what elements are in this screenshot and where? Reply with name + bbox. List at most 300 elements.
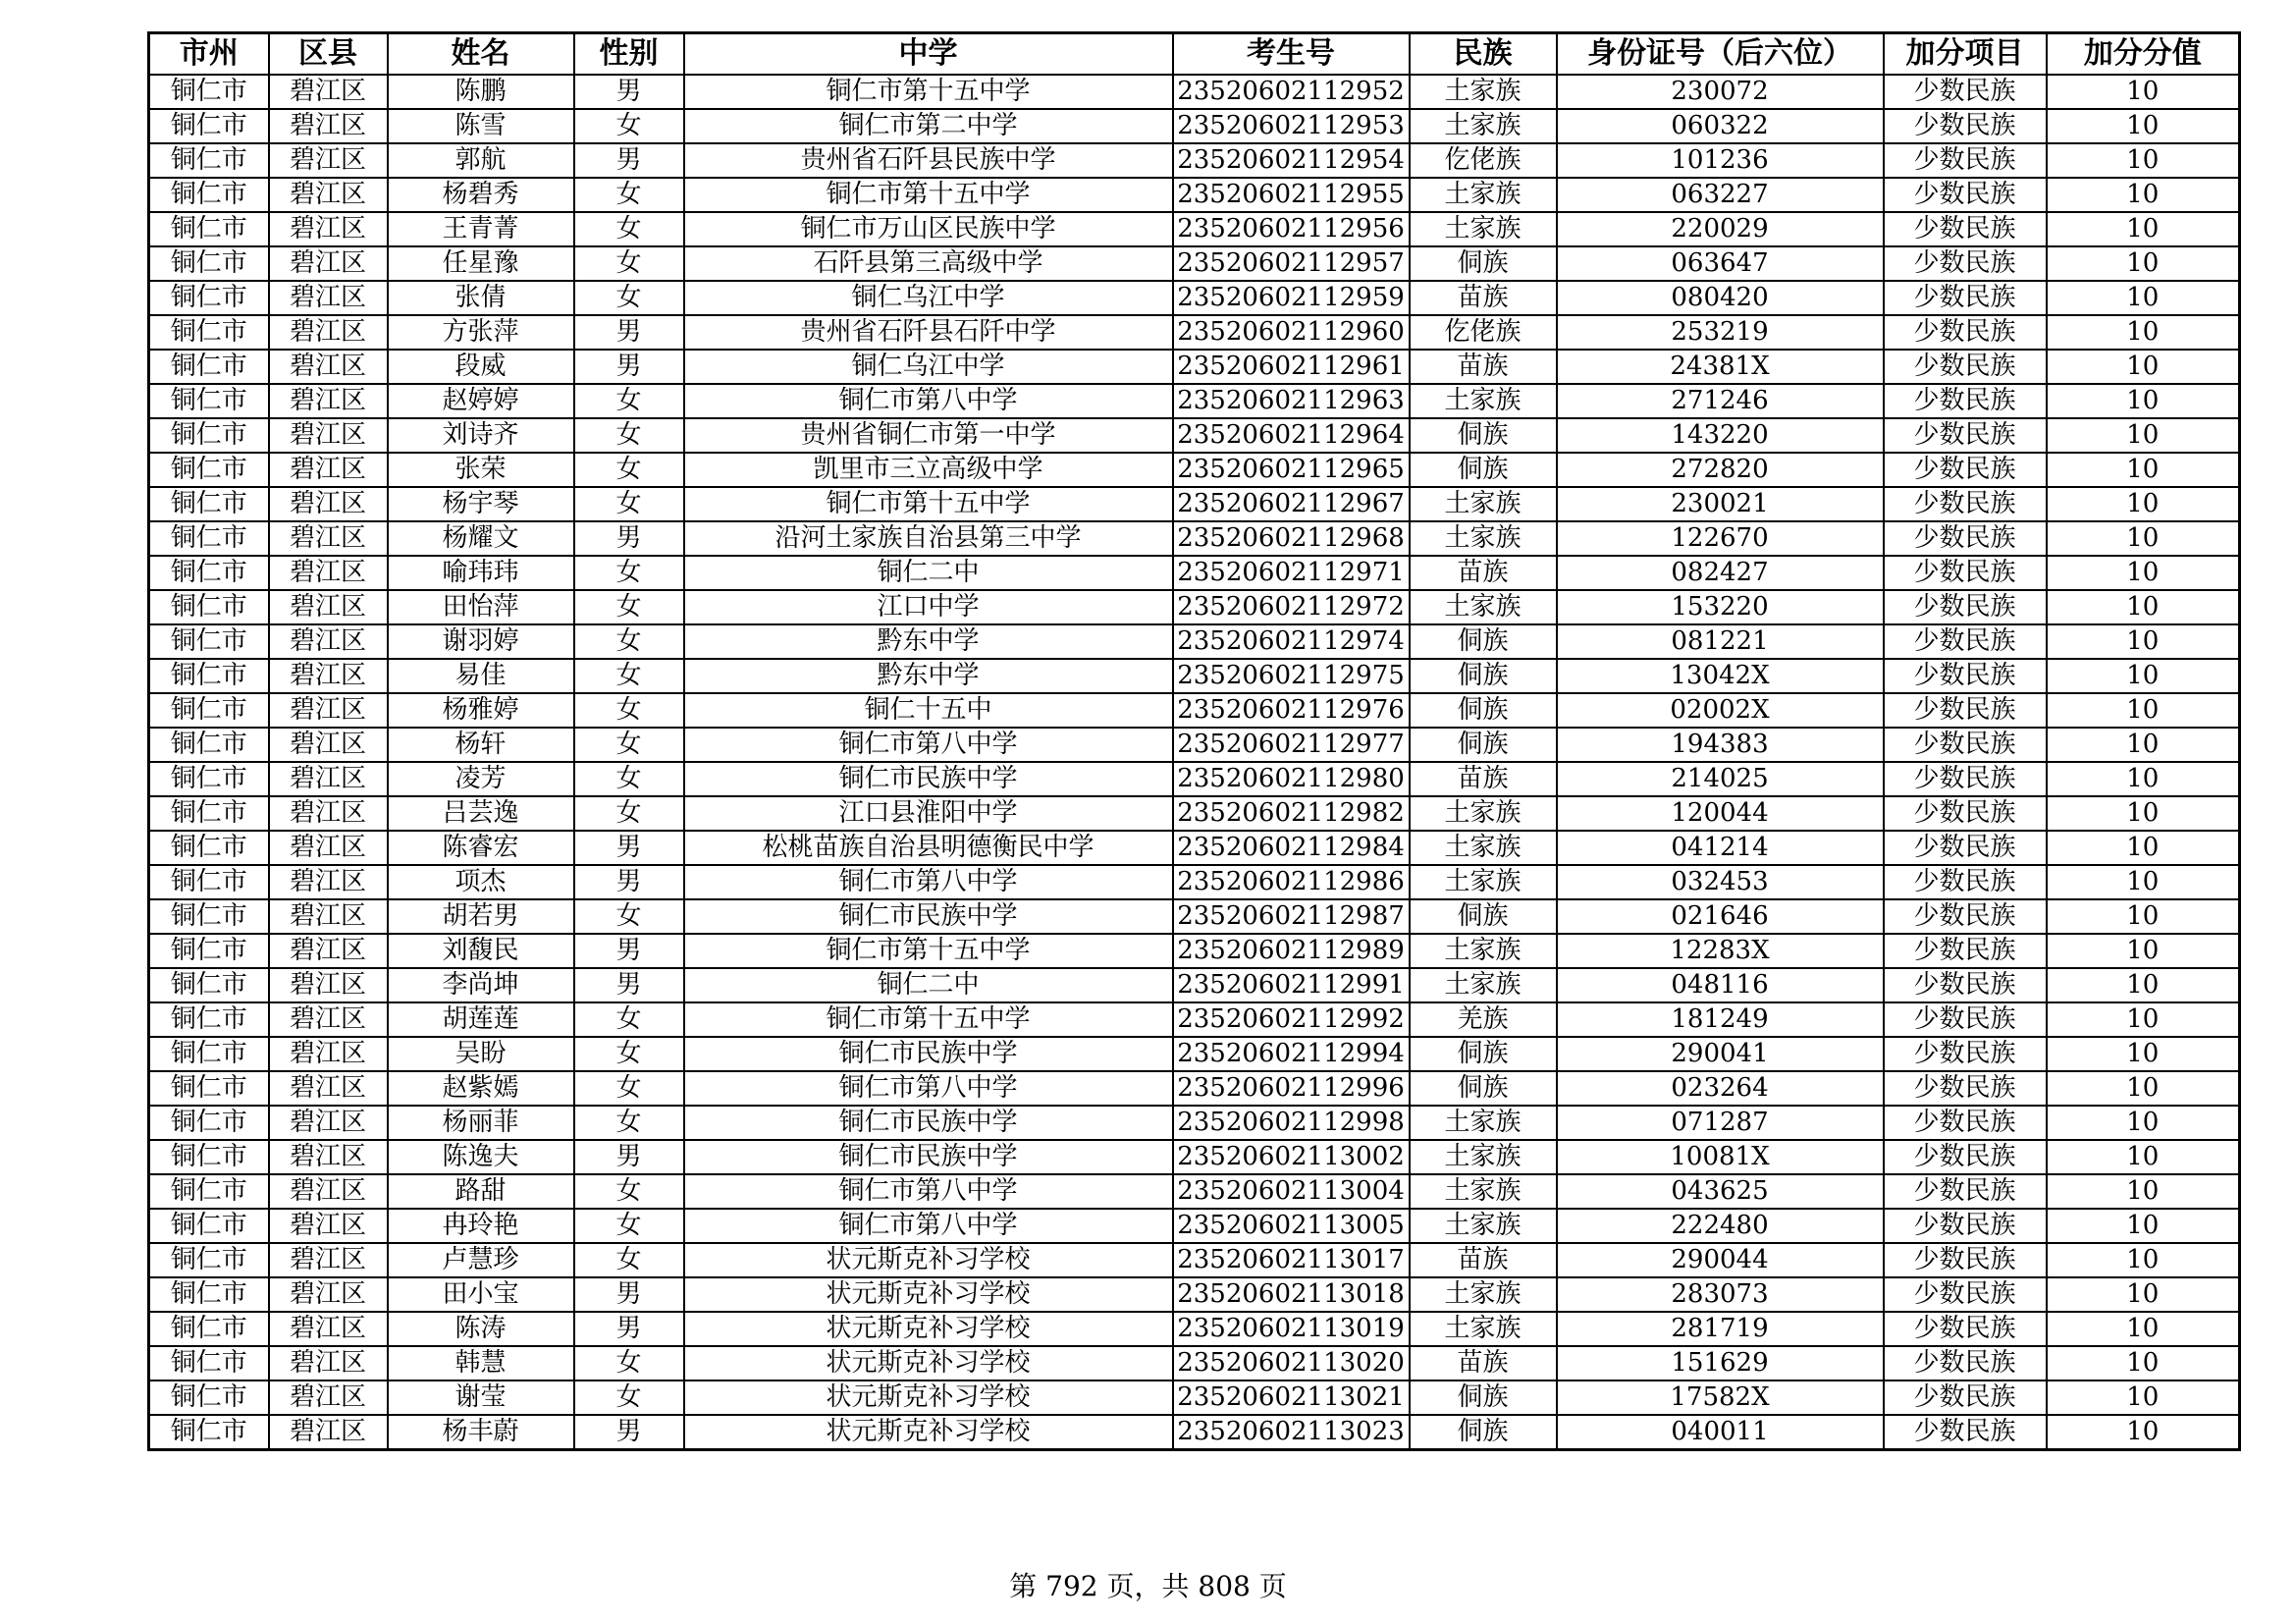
school-cell: 铜仁二中 bbox=[684, 556, 1173, 590]
city-cell: 铜仁市 bbox=[149, 831, 269, 865]
name-cell: 陈鹏 bbox=[388, 75, 574, 109]
gender-cell: 女 bbox=[574, 1071, 684, 1106]
ethnicity-cell: 土家族 bbox=[1410, 384, 1557, 418]
col-header-ethnicity: 民族 bbox=[1410, 33, 1557, 76]
bonus-item-cell: 少数民族 bbox=[1884, 762, 2047, 796]
gender-cell: 男 bbox=[574, 1140, 684, 1174]
school-cell: 状元斯克补习学校 bbox=[684, 1415, 1173, 1450]
header-row bbox=[149, 33, 2240, 76]
bonus-item-cell: 少数民族 bbox=[1884, 556, 2047, 590]
ethnicity-cell: 羌族 bbox=[1410, 1002, 1557, 1037]
district-cell: 碧江区 bbox=[269, 968, 388, 1002]
name-cell: 任星豫 bbox=[388, 246, 574, 281]
id-suffix-cell: 041214 bbox=[1557, 831, 1884, 865]
ethnicity-cell: 土家族 bbox=[1410, 1106, 1557, 1140]
school-cell: 状元斯克补习学校 bbox=[684, 1243, 1173, 1277]
table-row bbox=[149, 1243, 2240, 1277]
name-cell: 段威 bbox=[388, 350, 574, 384]
table-row bbox=[149, 693, 2240, 728]
district-cell: 碧江区 bbox=[269, 1037, 388, 1071]
district-cell: 碧江区 bbox=[269, 1380, 388, 1415]
school-cell: 铜仁市第二中学 bbox=[684, 109, 1173, 143]
bonus-value-cell: 10 bbox=[2047, 1277, 2240, 1312]
id-suffix-cell: 230021 bbox=[1557, 487, 1884, 521]
gender-cell: 女 bbox=[574, 1037, 684, 1071]
exam-id-cell: 23520602113020 bbox=[1173, 1346, 1410, 1380]
name-cell: 张荣 bbox=[388, 453, 574, 487]
exam-id-cell: 23520602112992 bbox=[1173, 1002, 1410, 1037]
name-cell: 刘馥民 bbox=[388, 934, 574, 968]
city-cell: 铜仁市 bbox=[149, 1002, 269, 1037]
id-suffix-cell: 253219 bbox=[1557, 315, 1884, 350]
name-cell: 韩慧 bbox=[388, 1346, 574, 1380]
table-row bbox=[149, 418, 2240, 453]
city-cell: 铜仁市 bbox=[149, 556, 269, 590]
id-suffix-cell: 063647 bbox=[1557, 246, 1884, 281]
exam-id-cell: 23520602112955 bbox=[1173, 178, 1410, 212]
bonus-value-cell: 10 bbox=[2047, 350, 2240, 384]
id-suffix-cell: 272820 bbox=[1557, 453, 1884, 487]
school-cell: 石阡县第三高级中学 bbox=[684, 246, 1173, 281]
bonus-item-cell: 少数民族 bbox=[1884, 590, 2047, 624]
gender-cell: 女 bbox=[574, 659, 684, 693]
bonus-value-cell: 10 bbox=[2047, 624, 2240, 659]
bonus-value-cell: 10 bbox=[2047, 831, 2240, 865]
id-suffix-cell: 222480 bbox=[1557, 1209, 1884, 1243]
name-cell: 吕芸逸 bbox=[388, 796, 574, 831]
id-suffix-cell: 060322 bbox=[1557, 109, 1884, 143]
school-cell: 铜仁市民族中学 bbox=[684, 1140, 1173, 1174]
id-suffix-cell: 063227 bbox=[1557, 178, 1884, 212]
bonus-value-cell: 10 bbox=[2047, 453, 2240, 487]
school-cell: 铜仁市第八中学 bbox=[684, 865, 1173, 899]
bonus-value-cell: 10 bbox=[2047, 1209, 2240, 1243]
bonus-item-cell: 少数民族 bbox=[1884, 418, 2047, 453]
district-cell: 碧江区 bbox=[269, 693, 388, 728]
district-cell: 碧江区 bbox=[269, 143, 388, 178]
bonus-value-cell: 10 bbox=[2047, 865, 2240, 899]
ethnicity-cell: 仡佬族 bbox=[1410, 315, 1557, 350]
bonus-item-cell: 少数民族 bbox=[1884, 143, 2047, 178]
bonus-item-cell: 少数民族 bbox=[1884, 831, 2047, 865]
district-cell: 碧江区 bbox=[269, 75, 388, 109]
ethnicity-cell: 苗族 bbox=[1410, 1346, 1557, 1380]
exam-id-cell: 23520602112956 bbox=[1173, 212, 1410, 246]
school-cell: 铜仁市万山区民族中学 bbox=[684, 212, 1173, 246]
gender-cell: 男 bbox=[574, 968, 684, 1002]
col-header-id-suffix: 身份证号（后六位） bbox=[1557, 33, 1884, 76]
district-cell: 碧江区 bbox=[269, 1243, 388, 1277]
name-cell: 杨轩 bbox=[388, 728, 574, 762]
name-cell: 王青菁 bbox=[388, 212, 574, 246]
bonus-value-cell: 10 bbox=[2047, 1346, 2240, 1380]
district-cell: 碧江区 bbox=[269, 212, 388, 246]
bonus-value-cell: 10 bbox=[2047, 1174, 2240, 1209]
district-cell: 碧江区 bbox=[269, 281, 388, 315]
bonus-value-cell: 10 bbox=[2047, 1415, 2240, 1450]
city-cell: 铜仁市 bbox=[149, 659, 269, 693]
bonus-value-cell: 10 bbox=[2047, 659, 2240, 693]
ethnicity-cell: 土家族 bbox=[1410, 1140, 1557, 1174]
ethnicity-cell: 土家族 bbox=[1410, 865, 1557, 899]
bonus-value-cell: 10 bbox=[2047, 1312, 2240, 1346]
name-cell: 陈涛 bbox=[388, 1312, 574, 1346]
exam-id-cell: 23520602112952 bbox=[1173, 75, 1410, 109]
bonus-value-cell: 10 bbox=[2047, 968, 2240, 1002]
bonus-value-cell: 10 bbox=[2047, 728, 2240, 762]
page-footer: 第 792 页，共 808 页 bbox=[1009, 1570, 1287, 1602]
school-cell: 铜仁市第八中学 bbox=[684, 384, 1173, 418]
bonus-item-cell: 少数民族 bbox=[1884, 624, 2047, 659]
ethnicity-cell: 苗族 bbox=[1410, 762, 1557, 796]
bonus-item-cell: 少数民族 bbox=[1884, 865, 2047, 899]
table-row bbox=[149, 1209, 2240, 1243]
ethnicity-cell: 侗族 bbox=[1410, 624, 1557, 659]
district-cell: 碧江区 bbox=[269, 1312, 388, 1346]
school-cell: 铜仁市民族中学 bbox=[684, 1106, 1173, 1140]
ethnicity-cell: 侗族 bbox=[1410, 1071, 1557, 1106]
id-suffix-cell: 271246 bbox=[1557, 384, 1884, 418]
city-cell: 铜仁市 bbox=[149, 1037, 269, 1071]
ethnicity-cell: 土家族 bbox=[1410, 1277, 1557, 1312]
bonus-item-cell: 少数民族 bbox=[1884, 1415, 2047, 1450]
city-cell: 铜仁市 bbox=[149, 1071, 269, 1106]
district-cell: 碧江区 bbox=[269, 1277, 388, 1312]
exam-id-cell: 23520602112976 bbox=[1173, 693, 1410, 728]
exam-id-cell: 23520602112977 bbox=[1173, 728, 1410, 762]
district-cell: 碧江区 bbox=[269, 1415, 388, 1450]
bonus-item-cell: 少数民族 bbox=[1884, 1002, 2047, 1037]
city-cell: 铜仁市 bbox=[149, 762, 269, 796]
bonus-value-cell: 10 bbox=[2047, 212, 2240, 246]
name-cell: 陈睿宏 bbox=[388, 831, 574, 865]
district-cell: 碧江区 bbox=[269, 934, 388, 968]
city-cell: 铜仁市 bbox=[149, 1415, 269, 1450]
school-cell: 铜仁市第十五中学 bbox=[684, 75, 1173, 109]
ethnicity-cell: 土家族 bbox=[1410, 521, 1557, 556]
col-header-bonus-item: 加分项目 bbox=[1884, 33, 2047, 76]
city-cell: 铜仁市 bbox=[149, 453, 269, 487]
exam-id-cell: 23520602112954 bbox=[1173, 143, 1410, 178]
district-cell: 碧江区 bbox=[269, 453, 388, 487]
bonus-value-cell: 10 bbox=[2047, 590, 2240, 624]
school-cell: 铜仁十五中 bbox=[684, 693, 1173, 728]
ethnicity-cell: 土家族 bbox=[1410, 590, 1557, 624]
gender-cell: 女 bbox=[574, 212, 684, 246]
id-suffix-cell: 153220 bbox=[1557, 590, 1884, 624]
gender-cell: 女 bbox=[574, 1174, 684, 1209]
district-cell: 碧江区 bbox=[269, 487, 388, 521]
school-cell: 江口中学 bbox=[684, 590, 1173, 624]
city-cell: 铜仁市 bbox=[149, 212, 269, 246]
ethnicity-cell: 土家族 bbox=[1410, 796, 1557, 831]
city-cell: 铜仁市 bbox=[149, 350, 269, 384]
id-suffix-cell: 214025 bbox=[1557, 762, 1884, 796]
table-row bbox=[149, 624, 2240, 659]
city-cell: 铜仁市 bbox=[149, 281, 269, 315]
bonus-value-cell: 10 bbox=[2047, 315, 2240, 350]
district-cell: 碧江区 bbox=[269, 728, 388, 762]
city-cell: 铜仁市 bbox=[149, 1140, 269, 1174]
bonus-item-cell: 少数民族 bbox=[1884, 693, 2047, 728]
name-cell: 路甜 bbox=[388, 1174, 574, 1209]
district-cell: 碧江区 bbox=[269, 521, 388, 556]
ethnicity-cell: 土家族 bbox=[1410, 1209, 1557, 1243]
name-cell: 张倩 bbox=[388, 281, 574, 315]
id-suffix-cell: 220029 bbox=[1557, 212, 1884, 246]
exam-id-cell: 23520602113023 bbox=[1173, 1415, 1410, 1450]
district-cell: 碧江区 bbox=[269, 350, 388, 384]
table-row bbox=[149, 968, 2240, 1002]
district-cell: 碧江区 bbox=[269, 624, 388, 659]
gender-cell: 女 bbox=[574, 1380, 684, 1415]
table-row bbox=[149, 1346, 2240, 1380]
bonus-item-cell: 少数民族 bbox=[1884, 968, 2047, 1002]
district-cell: 碧江区 bbox=[269, 418, 388, 453]
id-suffix-cell: 040011 bbox=[1557, 1415, 1884, 1450]
roster-sheet bbox=[147, 31, 2238, 1451]
ethnicity-cell: 土家族 bbox=[1410, 934, 1557, 968]
city-cell: 铜仁市 bbox=[149, 75, 269, 109]
table-row bbox=[149, 865, 2240, 899]
bonus-value-cell: 10 bbox=[2047, 281, 2240, 315]
bonus-item-cell: 少数民族 bbox=[1884, 1037, 2047, 1071]
id-suffix-cell: 290041 bbox=[1557, 1037, 1884, 1071]
city-cell: 铜仁市 bbox=[149, 624, 269, 659]
id-suffix-cell: 021646 bbox=[1557, 899, 1884, 934]
bonus-points-table bbox=[147, 31, 2241, 1451]
exam-id-cell: 23520602112984 bbox=[1173, 831, 1410, 865]
bonus-item-cell: 少数民族 bbox=[1884, 453, 2047, 487]
name-cell: 杨雅婷 bbox=[388, 693, 574, 728]
school-cell: 黔东中学 bbox=[684, 624, 1173, 659]
gender-cell: 女 bbox=[574, 1002, 684, 1037]
gender-cell: 女 bbox=[574, 762, 684, 796]
col-header-district: 区县 bbox=[269, 33, 388, 76]
table-row bbox=[149, 762, 2240, 796]
id-suffix-cell: 151629 bbox=[1557, 1346, 1884, 1380]
table-row bbox=[149, 1415, 2240, 1450]
bonus-item-cell: 少数民族 bbox=[1884, 521, 2047, 556]
exam-id-cell: 23520602113005 bbox=[1173, 1209, 1410, 1243]
ethnicity-cell: 土家族 bbox=[1410, 831, 1557, 865]
table-row bbox=[149, 1380, 2240, 1415]
name-cell: 赵紫嫣 bbox=[388, 1071, 574, 1106]
exam-id-cell: 23520602113017 bbox=[1173, 1243, 1410, 1277]
bonus-value-cell: 10 bbox=[2047, 109, 2240, 143]
table-body bbox=[149, 75, 2240, 1450]
id-suffix-cell: 101236 bbox=[1557, 143, 1884, 178]
exam-id-cell: 23520602112960 bbox=[1173, 315, 1410, 350]
city-cell: 铜仁市 bbox=[149, 1106, 269, 1140]
table-row bbox=[149, 728, 2240, 762]
gender-cell: 女 bbox=[574, 1106, 684, 1140]
id-suffix-cell: 081221 bbox=[1557, 624, 1884, 659]
school-cell: 铜仁市第八中学 bbox=[684, 728, 1173, 762]
exam-id-cell: 23520602112964 bbox=[1173, 418, 1410, 453]
exam-id-cell: 23520602112987 bbox=[1173, 899, 1410, 934]
col-header-school: 中学 bbox=[684, 33, 1173, 76]
district-cell: 碧江区 bbox=[269, 556, 388, 590]
gender-cell: 男 bbox=[574, 521, 684, 556]
ethnicity-cell: 土家族 bbox=[1410, 487, 1557, 521]
table-row bbox=[149, 1140, 2240, 1174]
exam-id-cell: 23520602112980 bbox=[1173, 762, 1410, 796]
id-suffix-cell: 082427 bbox=[1557, 556, 1884, 590]
name-cell: 杨宇琴 bbox=[388, 487, 574, 521]
school-cell: 江口县淮阳中学 bbox=[684, 796, 1173, 831]
bonus-value-cell: 10 bbox=[2047, 1002, 2240, 1037]
id-suffix-cell: 02002X bbox=[1557, 693, 1884, 728]
table-row bbox=[149, 899, 2240, 934]
ethnicity-cell: 侗族 bbox=[1410, 418, 1557, 453]
col-header-city: 市州 bbox=[149, 33, 269, 76]
ethnicity-cell: 仡佬族 bbox=[1410, 143, 1557, 178]
bonus-item-cell: 少数民族 bbox=[1884, 899, 2047, 934]
col-header-exam-id: 考生号 bbox=[1173, 33, 1410, 76]
bonus-item-cell: 少数民族 bbox=[1884, 1174, 2047, 1209]
table-row bbox=[149, 1277, 2240, 1312]
table-row bbox=[149, 350, 2240, 384]
bonus-value-cell: 10 bbox=[2047, 418, 2240, 453]
bonus-value-cell: 10 bbox=[2047, 178, 2240, 212]
school-cell: 铜仁市第八中学 bbox=[684, 1174, 1173, 1209]
school-cell: 铜仁乌江中学 bbox=[684, 350, 1173, 384]
id-suffix-cell: 230072 bbox=[1557, 75, 1884, 109]
name-cell: 喻玮玮 bbox=[388, 556, 574, 590]
bonus-item-cell: 少数民族 bbox=[1884, 212, 2047, 246]
table-row bbox=[149, 831, 2240, 865]
district-cell: 碧江区 bbox=[269, 384, 388, 418]
gender-cell: 女 bbox=[574, 281, 684, 315]
district-cell: 碧江区 bbox=[269, 659, 388, 693]
bonus-value-cell: 10 bbox=[2047, 899, 2240, 934]
exam-id-cell: 23520602113004 bbox=[1173, 1174, 1410, 1209]
bonus-value-cell: 10 bbox=[2047, 1037, 2240, 1071]
table-row bbox=[149, 1312, 2240, 1346]
bonus-value-cell: 10 bbox=[2047, 246, 2240, 281]
gender-cell: 男 bbox=[574, 1277, 684, 1312]
name-cell: 赵婷婷 bbox=[388, 384, 574, 418]
name-cell: 冉玲艳 bbox=[388, 1209, 574, 1243]
bonus-value-cell: 10 bbox=[2047, 556, 2240, 590]
bonus-value-cell: 10 bbox=[2047, 487, 2240, 521]
school-cell: 贵州省铜仁市第一中学 bbox=[684, 418, 1173, 453]
table-row bbox=[149, 453, 2240, 487]
school-cell: 铜仁市第八中学 bbox=[684, 1209, 1173, 1243]
id-suffix-cell: 120044 bbox=[1557, 796, 1884, 831]
table-row bbox=[149, 109, 2240, 143]
gender-cell: 女 bbox=[574, 109, 684, 143]
bonus-item-cell: 少数民族 bbox=[1884, 246, 2047, 281]
table-row bbox=[149, 1002, 2240, 1037]
bonus-item-cell: 少数民族 bbox=[1884, 315, 2047, 350]
city-cell: 铜仁市 bbox=[149, 1209, 269, 1243]
bonus-value-cell: 10 bbox=[2047, 796, 2240, 831]
school-cell: 铜仁市第十五中学 bbox=[684, 1002, 1173, 1037]
ethnicity-cell: 侗族 bbox=[1410, 1415, 1557, 1450]
city-cell: 铜仁市 bbox=[149, 1346, 269, 1380]
table-row bbox=[149, 1037, 2240, 1071]
district-cell: 碧江区 bbox=[269, 109, 388, 143]
name-cell: 卢慧珍 bbox=[388, 1243, 574, 1277]
school-cell: 状元斯克补习学校 bbox=[684, 1380, 1173, 1415]
gender-cell: 男 bbox=[574, 143, 684, 178]
district-cell: 碧江区 bbox=[269, 590, 388, 624]
table-row bbox=[149, 556, 2240, 590]
exam-id-cell: 23520602113021 bbox=[1173, 1380, 1410, 1415]
exam-id-cell: 23520602112961 bbox=[1173, 350, 1410, 384]
exam-id-cell: 23520602112957 bbox=[1173, 246, 1410, 281]
school-cell: 贵州省石阡县石阡中学 bbox=[684, 315, 1173, 350]
id-suffix-cell: 023264 bbox=[1557, 1071, 1884, 1106]
city-cell: 铜仁市 bbox=[149, 1312, 269, 1346]
gender-cell: 男 bbox=[574, 865, 684, 899]
table-row bbox=[149, 246, 2240, 281]
id-suffix-cell: 10081X bbox=[1557, 1140, 1884, 1174]
city-cell: 铜仁市 bbox=[149, 728, 269, 762]
id-suffix-cell: 071287 bbox=[1557, 1106, 1884, 1140]
district-cell: 碧江区 bbox=[269, 1002, 388, 1037]
bonus-item-cell: 少数民族 bbox=[1884, 1346, 2047, 1380]
name-cell: 凌芳 bbox=[388, 762, 574, 796]
ethnicity-cell: 侗族 bbox=[1410, 453, 1557, 487]
name-cell: 杨耀文 bbox=[388, 521, 574, 556]
id-suffix-cell: 13042X bbox=[1557, 659, 1884, 693]
bonus-item-cell: 少数民族 bbox=[1884, 728, 2047, 762]
school-cell: 状元斯克补习学校 bbox=[684, 1312, 1173, 1346]
bonus-item-cell: 少数民族 bbox=[1884, 1106, 2047, 1140]
bonus-item-cell: 少数民族 bbox=[1884, 487, 2047, 521]
exam-id-cell: 23520602112975 bbox=[1173, 659, 1410, 693]
ethnicity-cell: 侗族 bbox=[1410, 246, 1557, 281]
school-cell: 铜仁市民族中学 bbox=[684, 1037, 1173, 1071]
table-row bbox=[149, 315, 2240, 350]
district-cell: 碧江区 bbox=[269, 865, 388, 899]
exam-id-cell: 23520602112994 bbox=[1173, 1037, 1410, 1071]
city-cell: 铜仁市 bbox=[149, 968, 269, 1002]
col-header-gender: 性别 bbox=[574, 33, 684, 76]
gender-cell: 女 bbox=[574, 384, 684, 418]
id-suffix-cell: 194383 bbox=[1557, 728, 1884, 762]
table-row bbox=[149, 934, 2240, 968]
district-cell: 碧江区 bbox=[269, 246, 388, 281]
bonus-item-cell: 少数民族 bbox=[1884, 659, 2047, 693]
gender-cell: 女 bbox=[574, 1209, 684, 1243]
name-cell: 杨丽菲 bbox=[388, 1106, 574, 1140]
district-cell: 碧江区 bbox=[269, 899, 388, 934]
bonus-value-cell: 10 bbox=[2047, 762, 2240, 796]
ethnicity-cell: 土家族 bbox=[1410, 968, 1557, 1002]
id-suffix-cell: 181249 bbox=[1557, 1002, 1884, 1037]
city-cell: 铜仁市 bbox=[149, 1174, 269, 1209]
school-cell: 黔东中学 bbox=[684, 659, 1173, 693]
district-cell: 碧江区 bbox=[269, 762, 388, 796]
bonus-item-cell: 少数民族 bbox=[1884, 1140, 2047, 1174]
table-row bbox=[149, 143, 2240, 178]
gender-cell: 女 bbox=[574, 899, 684, 934]
id-suffix-cell: 122670 bbox=[1557, 521, 1884, 556]
exam-id-cell: 23520602112967 bbox=[1173, 487, 1410, 521]
school-cell: 铜仁市民族中学 bbox=[684, 762, 1173, 796]
city-cell: 铜仁市 bbox=[149, 178, 269, 212]
city-cell: 铜仁市 bbox=[149, 418, 269, 453]
ethnicity-cell: 苗族 bbox=[1410, 350, 1557, 384]
name-cell: 李尚坤 bbox=[388, 968, 574, 1002]
gender-cell: 男 bbox=[574, 934, 684, 968]
school-cell: 铜仁二中 bbox=[684, 968, 1173, 1002]
table-row bbox=[149, 178, 2240, 212]
